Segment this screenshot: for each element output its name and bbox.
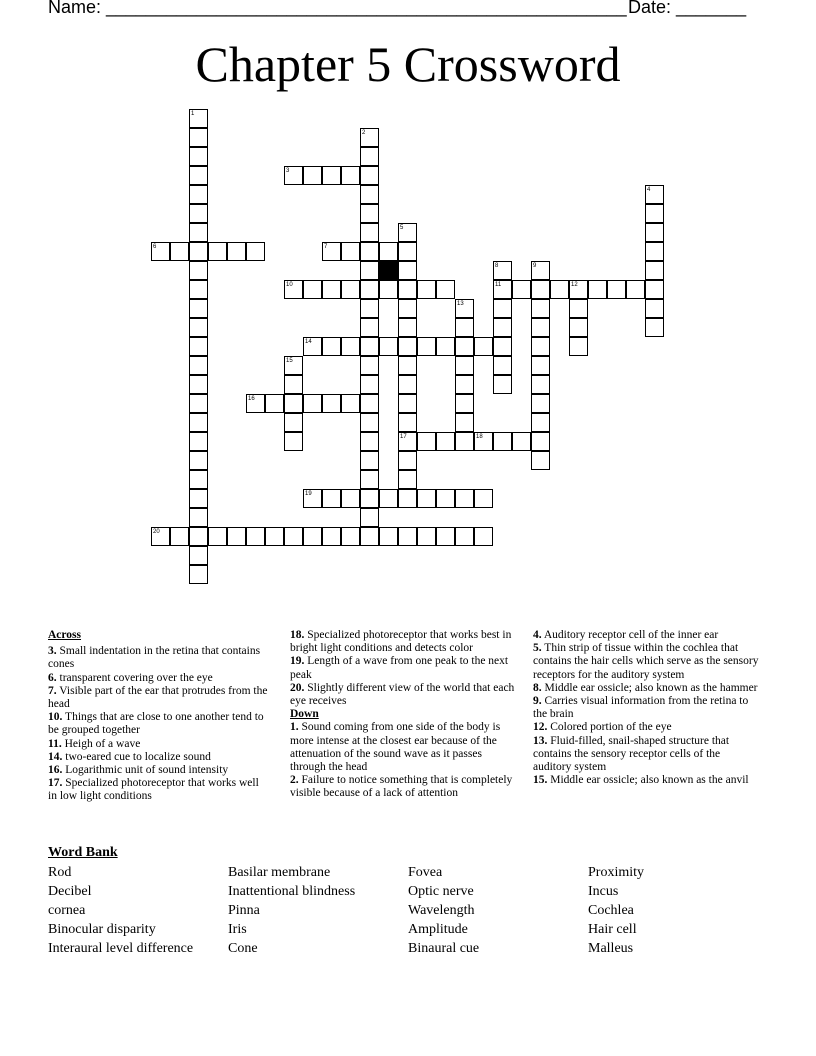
crossword-cell[interactable]	[474, 527, 493, 546]
word-bank-item: cornea	[48, 903, 86, 918]
clue-text: Fluid-filled, snail-shaped structure that contains the sensory receptor cells of the auditory system	[533, 734, 730, 774]
crossword-cell[interactable]	[455, 375, 474, 394]
across-clue	[48, 777, 270, 803]
down-clue	[290, 774, 516, 800]
across-clue	[290, 629, 516, 655]
down-clue	[533, 642, 759, 682]
crossword-cell[interactable]	[531, 280, 550, 299]
word-bank-item: Interaural level difference	[48, 941, 194, 956]
crossword-cell[interactable]	[493, 337, 512, 356]
word-bank-item: Wavelength	[408, 903, 475, 918]
crossword-cell[interactable]	[398, 242, 417, 261]
clue-number: 18	[476, 434, 483, 440]
crossword-cell[interactable]	[265, 527, 284, 546]
clue-text: Thin strip of tissue within the cochlea that contains the hair cells which serve as the sensory receptors for the auditory system	[533, 642, 759, 681]
word-bank-item: Binocular disparity	[48, 922, 156, 937]
word-bank-item: Malleus	[588, 941, 634, 956]
clue-number: 8	[495, 263, 499, 269]
crossword-cell[interactable]	[379, 489, 398, 508]
crossword-cell[interactable]	[246, 242, 265, 261]
across-heading: Across	[48, 629, 82, 641]
crossword-cell[interactable]	[569, 337, 588, 356]
clue-number-label: 11.	[48, 737, 62, 750]
word-bank-item: Hair cell	[588, 922, 637, 937]
crossword-cell[interactable]	[189, 318, 208, 337]
crossword-cell[interactable]	[322, 489, 341, 508]
crossword-cell[interactable]	[455, 432, 474, 451]
crossword-cell[interactable]	[607, 280, 626, 299]
page-title: Chapter 5 Crossword	[195, 36, 621, 92]
crossword-cell[interactable]	[398, 261, 417, 280]
across-clue	[290, 655, 516, 681]
clue-text: Logarithmic unit of sound intensity	[62, 764, 229, 777]
crossword-cell[interactable]	[360, 299, 379, 318]
crossword-cell[interactable]	[512, 280, 531, 299]
crossword-cell[interactable]	[626, 280, 645, 299]
down-clue	[533, 682, 759, 695]
clue-text: Sound coming from one side of the body is more intense at the closest ear because of the attenuation of the sound wave as it passes through the head	[290, 721, 501, 774]
crossword-cell[interactable]	[322, 337, 341, 356]
crossword-black-cell	[379, 261, 398, 280]
clue-number-label: 9.	[533, 695, 542, 708]
word-bank-column-4	[588, 863, 644, 958]
word-bank-item: Optic nerve	[408, 884, 474, 899]
crossword-cell[interactable]	[455, 489, 474, 508]
crossword-cell[interactable]	[227, 527, 246, 546]
clue-text: Specialized photoreceptor that works well in low light conditions	[48, 777, 259, 803]
crossword-cell[interactable]	[360, 413, 379, 432]
clue-text: Failure to notice something that is completely visible because of a lack of attention	[290, 774, 513, 800]
crossword-cell[interactable]	[360, 223, 379, 242]
crossword-cell[interactable]	[303, 280, 322, 299]
crossword-cell[interactable]	[189, 489, 208, 508]
crossword-cell[interactable]	[531, 337, 550, 356]
word-bank-item: Iris	[228, 922, 247, 937]
crossword-cell[interactable]	[341, 280, 360, 299]
crossword-cell[interactable]	[360, 356, 379, 375]
clue-number-label: 7.	[48, 684, 57, 697]
crossword-cell[interactable]	[474, 337, 493, 356]
crossword-cell[interactable]	[189, 546, 208, 565]
crossword-cell[interactable]	[189, 166, 208, 185]
crossword-cell[interactable]	[284, 375, 303, 394]
crossword-cell[interactable]	[531, 394, 550, 413]
crossword-cell[interactable]	[398, 394, 417, 413]
crossword-cell[interactable]	[360, 375, 379, 394]
word-bank-column-2	[228, 863, 355, 958]
crossword-cell[interactable]	[436, 489, 455, 508]
word-bank-item: Binaural cue	[408, 941, 480, 956]
crossword-cell[interactable]	[360, 489, 379, 508]
clue-number: 20	[153, 529, 160, 535]
clue-text: Specialized photoreceptor that works best in bright light conditions and detects color	[290, 629, 512, 655]
crossword-cell[interactable]	[284, 527, 303, 546]
clue-number: 3	[286, 168, 290, 174]
crossword-cell[interactable]	[360, 337, 379, 356]
clue-number-label: 2.	[290, 774, 299, 787]
crossword-cell[interactable]	[493, 375, 512, 394]
across-clue	[48, 738, 270, 751]
word-bank-item: Cone	[228, 941, 258, 956]
word-bank-item: Fovea	[408, 865, 443, 880]
crossword-cell[interactable]	[227, 242, 246, 261]
crossword-cell[interactable]	[284, 413, 303, 432]
crossword-cell[interactable]	[189, 413, 208, 432]
crossword-cell[interactable]	[246, 527, 265, 546]
down-clue	[533, 695, 759, 721]
clue-number-label: 14.	[48, 750, 63, 763]
crossword-cell[interactable]	[379, 337, 398, 356]
crossword-cell[interactable]	[170, 242, 189, 261]
crossword-cell[interactable]	[493, 356, 512, 375]
word-bank-item: Inattentional blindness	[228, 884, 356, 899]
crossword-cell[interactable]	[360, 470, 379, 489]
clue-text: Colored portion of the eye	[547, 721, 672, 734]
crossword-cell[interactable]	[322, 394, 341, 413]
crossword-cell[interactable]	[398, 318, 417, 337]
clue-number: 17	[400, 434, 407, 440]
clue-number: 19	[305, 491, 312, 497]
across-clue	[48, 711, 270, 737]
crossword-cell[interactable]	[436, 337, 455, 356]
word-bank-item: Amplitude	[408, 922, 468, 937]
crossword-cell[interactable]	[645, 242, 664, 261]
crossword-cell[interactable]	[265, 394, 284, 413]
crossword-cell[interactable]	[189, 565, 208, 584]
clue-number-label: 16.	[48, 764, 63, 777]
crossword-cell[interactable]	[474, 489, 493, 508]
crossword-cell[interactable]	[303, 166, 322, 185]
crossword-cell[interactable]	[455, 337, 474, 356]
crossword-cell[interactable]	[360, 185, 379, 204]
crossword-cell[interactable]	[379, 242, 398, 261]
crossword-cell[interactable]	[360, 166, 379, 185]
across-clue	[48, 764, 270, 777]
crossword-cell[interactable]	[360, 204, 379, 223]
crossword-cell[interactable]	[322, 280, 341, 299]
clue-text: Slightly different view of the world that each eye receives	[290, 681, 515, 708]
crossword-cell[interactable]	[417, 527, 436, 546]
crossword-cell[interactable]	[189, 204, 208, 223]
crossword-cell[interactable]	[379, 527, 398, 546]
across-clue	[48, 751, 270, 764]
crossword-cell[interactable]	[493, 432, 512, 451]
clue-number: 1	[191, 111, 195, 117]
clue-number: 10	[286, 282, 293, 288]
crossword-cell[interactable]	[455, 318, 474, 337]
crossword-cell[interactable]	[189, 432, 208, 451]
crossword-cell[interactable]	[531, 356, 550, 375]
down-heading: Down	[290, 708, 319, 721]
crossword-cell[interactable]	[398, 337, 417, 356]
crossword-cell[interactable]	[284, 394, 303, 413]
crossword-cell[interactable]	[189, 147, 208, 166]
crossword-cell[interactable]	[588, 280, 607, 299]
clue-number-label: 10.	[48, 711, 63, 724]
crossword-cell[interactable]	[398, 299, 417, 318]
clues-column-3	[533, 629, 759, 787]
crossword-cell[interactable]	[398, 489, 417, 508]
word-bank-item: Pinna	[228, 903, 260, 918]
crossword-cell[interactable]	[360, 508, 379, 527]
crossword-cell[interactable]	[531, 299, 550, 318]
name-label[interactable]: Name: ____________________________________________________	[48, 0, 627, 17]
crossword-cell[interactable]	[645, 280, 664, 299]
clue-text: Length of a wave from one peak to the next peak	[290, 655, 509, 681]
crossword-cell[interactable]	[398, 413, 417, 432]
clue-text: Heigh of a wave	[61, 737, 141, 750]
crossword-cell[interactable]	[645, 223, 664, 242]
word-bank-column-1	[48, 863, 193, 958]
crossword-cell[interactable]	[360, 261, 379, 280]
crossword-cell[interactable]	[189, 451, 208, 470]
clue-text: two-eared cue to localize sound	[62, 750, 211, 763]
crossword-cell[interactable]	[436, 432, 455, 451]
across-clue	[290, 682, 516, 708]
crossword-cell[interactable]	[360, 280, 379, 299]
clue-text: Middle ear ossicle; also known as the hammer	[541, 681, 758, 694]
crossword-cell[interactable]	[493, 318, 512, 337]
crossword-cell[interactable]	[417, 280, 436, 299]
crossword-cell[interactable]	[189, 185, 208, 204]
crossword-cell[interactable]	[360, 432, 379, 451]
down-clue	[533, 629, 759, 642]
clue-number-label: 18.	[290, 629, 305, 641]
clue-number: 9	[533, 263, 537, 269]
crossword-cell[interactable]	[360, 451, 379, 470]
across-clue	[48, 672, 270, 685]
crossword-cell[interactable]	[341, 337, 360, 356]
crossword-cell[interactable]	[189, 242, 208, 261]
crossword-cell[interactable]	[360, 394, 379, 413]
clue-text: Auditory receptor cell of the inner ear	[541, 629, 719, 641]
crossword-cell[interactable]	[398, 451, 417, 470]
crossword-cell[interactable]	[417, 337, 436, 356]
crossword-cell[interactable]	[417, 489, 436, 508]
clue-number-label: 6.	[48, 671, 57, 684]
crossword-cell[interactable]	[569, 318, 588, 337]
crossword-cell[interactable]	[531, 375, 550, 394]
crossword-cell[interactable]	[436, 527, 455, 546]
down-clue	[533, 735, 759, 775]
crossword-cell[interactable]	[379, 280, 398, 299]
crossword-cell[interactable]	[360, 527, 379, 546]
clue-text: Carries visual information from the retina to the brain	[533, 695, 749, 721]
crossword-cell[interactable]	[189, 223, 208, 242]
across-clue	[48, 685, 270, 711]
crossword-cell[interactable]	[455, 356, 474, 375]
crossword-cell[interactable]	[189, 375, 208, 394]
crossword-cell[interactable]	[189, 356, 208, 375]
crossword-cell[interactable]	[322, 166, 341, 185]
date-label[interactable]: Date: _______	[628, 0, 747, 17]
word-bank-item: Incus	[588, 884, 619, 899]
crossword-cell[interactable]	[303, 394, 322, 413]
crossword-cell[interactable]	[455, 527, 474, 546]
clue-text: Visible part of the ear that protrudes from the head	[48, 684, 268, 711]
crossword-cell[interactable]	[531, 432, 550, 451]
crossword-cell[interactable]	[284, 432, 303, 451]
crossword-cell[interactable]	[341, 394, 360, 413]
clue-number: 4	[647, 187, 651, 193]
clue-number: 5	[400, 225, 404, 231]
crossword-cell[interactable]	[360, 318, 379, 337]
crossword-cell[interactable]	[550, 280, 569, 299]
crossword-cell[interactable]	[512, 432, 531, 451]
clue-number: 13	[457, 301, 464, 307]
crossword-cell[interactable]	[303, 527, 322, 546]
clues-column-1	[48, 629, 270, 804]
crossword-cell[interactable]	[360, 147, 379, 166]
clue-text: Small indentation in the retina that contains cones	[48, 645, 261, 671]
crossword-cell[interactable]	[398, 527, 417, 546]
clue-number-label: 4.	[533, 629, 542, 641]
crossword-cell[interactable]	[398, 280, 417, 299]
word-bank-item: Basilar membrane	[228, 865, 331, 880]
word-bank-title: Word Bank	[48, 845, 118, 860]
crossword-cell[interactable]	[645, 204, 664, 223]
crossword-cell[interactable]	[189, 299, 208, 318]
crossword-cell[interactable]	[455, 413, 474, 432]
crossword-cell[interactable]	[645, 261, 664, 280]
crossword-cell[interactable]	[208, 527, 227, 546]
clue-number-label: 20.	[290, 681, 305, 694]
clue-number-label: 3.	[48, 645, 57, 658]
crossword-cell[interactable]	[645, 318, 664, 337]
crossword-cell[interactable]	[398, 375, 417, 394]
crossword-cell[interactable]	[189, 470, 208, 489]
clue-number: 2	[362, 130, 366, 136]
clue-number-label: 1.	[290, 721, 299, 734]
clue-number-label: 19.	[290, 655, 305, 668]
down-clue	[290, 721, 516, 774]
crossword-cell[interactable]	[417, 432, 436, 451]
clues-column-2	[290, 629, 516, 801]
clue-number: 7	[324, 244, 328, 250]
clue-number-label: 8.	[533, 681, 542, 694]
crossword-cell[interactable]	[208, 242, 227, 261]
crossword-cell[interactable]	[360, 242, 379, 261]
crossword-cell[interactable]	[493, 299, 512, 318]
clue-number-label: 5.	[533, 642, 542, 655]
clue-number-label: 12.	[533, 721, 548, 734]
crossword-cell[interactable]	[531, 451, 550, 470]
crossword-cell[interactable]	[322, 527, 341, 546]
clue-number: 6	[153, 244, 157, 250]
crossword-cell[interactable]	[341, 527, 360, 546]
clue-text: Middle ear ossicle; also known as the anvil	[547, 774, 749, 787]
clue-number-label: 17.	[48, 777, 63, 790]
crossword-cell[interactable]	[531, 318, 550, 337]
crossword-cell[interactable]	[341, 166, 360, 185]
crossword-cell[interactable]	[189, 394, 208, 413]
down-clue	[533, 721, 759, 734]
crossword-cell[interactable]	[436, 280, 455, 299]
crossword-cell[interactable]	[341, 489, 360, 508]
clue-number-label: 15.	[533, 774, 548, 787]
crossword-cell[interactable]	[189, 128, 208, 147]
word-bank-item: Decibel	[48, 884, 92, 899]
crossword-cell[interactable]	[531, 413, 550, 432]
crossword-cell[interactable]	[189, 280, 208, 299]
clue-number: 11	[495, 282, 502, 288]
clue-text: Things that are close to one another tend to be grouped together	[48, 711, 264, 737]
crossword-cell[interactable]	[455, 394, 474, 413]
across-clue	[48, 645, 270, 671]
crossword-cell[interactable]	[189, 527, 208, 546]
clue-text: transparent covering over the eye	[56, 671, 213, 684]
crossword-cell[interactable]	[189, 508, 208, 527]
crossword-cell[interactable]	[341, 242, 360, 261]
word-bank-item: Rod	[48, 865, 72, 880]
crossword-cell[interactable]	[170, 527, 189, 546]
crossword-cell[interactable]	[398, 470, 417, 489]
word-bank-item: Cochlea	[588, 903, 634, 918]
word-bank-item: Proximity	[588, 865, 645, 880]
word-bank-column-3	[408, 863, 479, 958]
down-clue	[533, 774, 759, 787]
clue-number: 15	[286, 358, 293, 364]
crossword-cell[interactable]	[398, 356, 417, 375]
crossword-cell[interactable]	[645, 299, 664, 318]
crossword-cell[interactable]	[189, 337, 208, 356]
crossword-cell[interactable]	[569, 299, 588, 318]
clue-number: 12	[571, 282, 578, 288]
clue-number: 14	[305, 339, 312, 345]
clue-number: 16	[248, 396, 255, 402]
crossword-cell[interactable]	[189, 261, 208, 280]
clue-number-label: 13.	[533, 734, 548, 747]
